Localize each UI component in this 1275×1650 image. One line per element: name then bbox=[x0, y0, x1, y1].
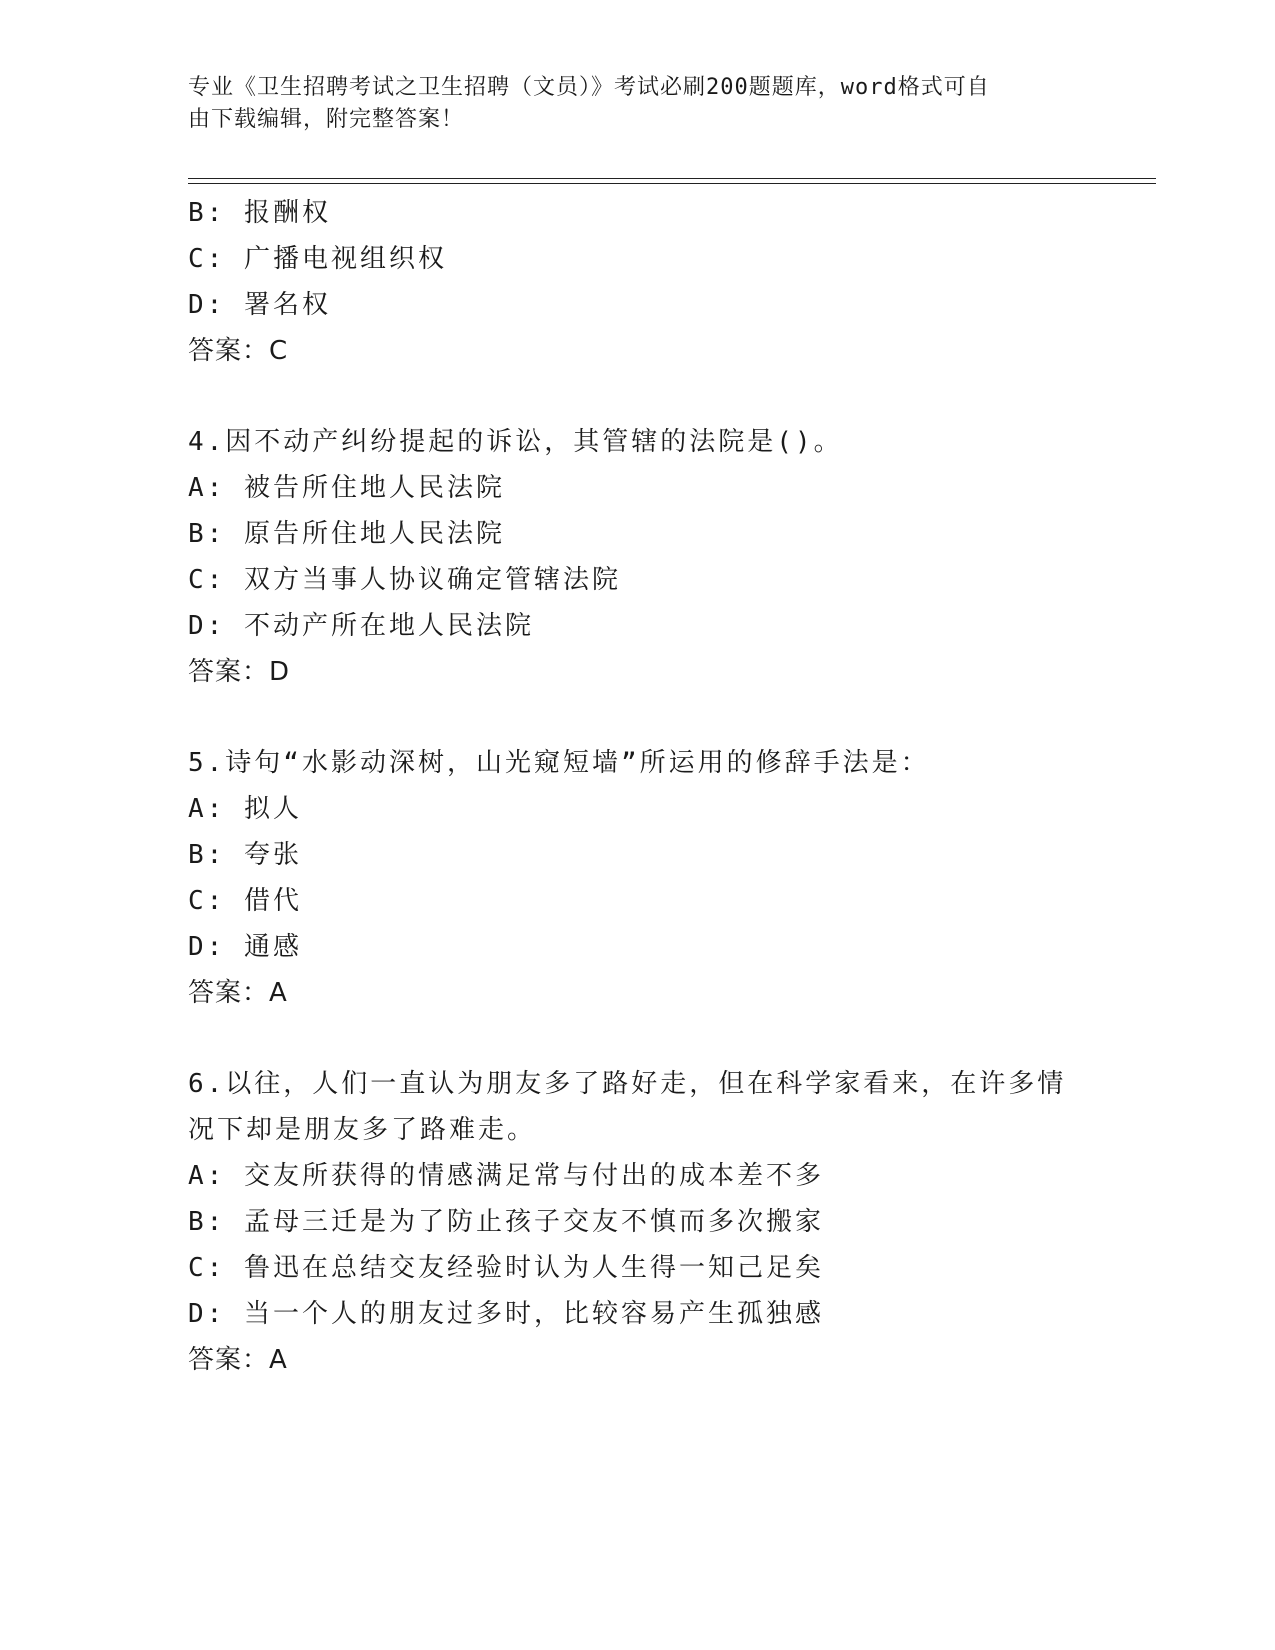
header-line-1: 专业《卫生招聘考试之卫生招聘（文员）》考试必刷200题题库，word格式可自 bbox=[188, 75, 990, 100]
q3-answer: 答案：C bbox=[188, 336, 289, 366]
header-divider-top bbox=[188, 178, 1156, 179]
q5-option-c: C: 借代 bbox=[188, 886, 302, 916]
q5-option-a: A: 拟人 bbox=[188, 794, 302, 824]
q6-question-text-line-2: 况下却是朋友多了路难走。 bbox=[188, 1115, 537, 1145]
q6-option-b: B: 孟母三迁是为了防止孩子交友不慎而多次搬家 bbox=[188, 1207, 824, 1237]
document-header bbox=[188, 72, 1068, 136]
q4-option-d: D: 不动产所在地人民法院 bbox=[188, 611, 534, 641]
q4-option-c: C: 双方当事人协议确定管辖法院 bbox=[188, 565, 621, 595]
q6-question-text-line-1: 6.以往，人们一直认为朋友多了路好走，但在科学家看来，在许多情 bbox=[188, 1069, 1067, 1099]
q4-question-text: 4.因不动产纠纷提起的诉讼，其管辖的法院是()。 bbox=[188, 427, 843, 457]
q5-question-text: 5.诗句“水影动深树，山光窥短墙”所运用的修辞手法是： bbox=[188, 748, 930, 778]
q6-option-a: A: 交友所获得的情感满足常与付出的成本差不多 bbox=[188, 1161, 824, 1191]
q4-option-a: A: 被告所住地人民法院 bbox=[188, 473, 505, 503]
question-3-block bbox=[188, 190, 1088, 374]
q6-option-c: C: 鲁迅在总结交友经验时认为人生得一知己足矣 bbox=[188, 1253, 824, 1283]
header-divider-bottom bbox=[188, 183, 1156, 184]
q5-answer: 答案：A bbox=[188, 978, 288, 1008]
question-6-block bbox=[188, 1061, 1088, 1383]
q3-option-b: B: 报酬权 bbox=[188, 198, 331, 228]
q4-option-b: B: 原告所住地人民法院 bbox=[188, 519, 505, 549]
header-line-2: 由下载编辑，附完整答案！ bbox=[188, 107, 465, 132]
question-4-block bbox=[188, 419, 1088, 695]
question-list bbox=[188, 190, 1088, 1383]
q5-option-b: B: 夸张 bbox=[188, 840, 302, 870]
q3-option-c: C: 广播电视组织权 bbox=[188, 244, 447, 274]
q3-option-d: D: 署名权 bbox=[188, 290, 331, 320]
q6-answer: 答案：A bbox=[188, 1345, 288, 1375]
question-5-block bbox=[188, 740, 1088, 1016]
q6-option-d: D: 当一个人的朋友过多时，比较容易产生孤独感 bbox=[188, 1299, 824, 1329]
q5-option-d: D: 通感 bbox=[188, 932, 302, 962]
q4-answer: 答案：D bbox=[188, 657, 291, 687]
